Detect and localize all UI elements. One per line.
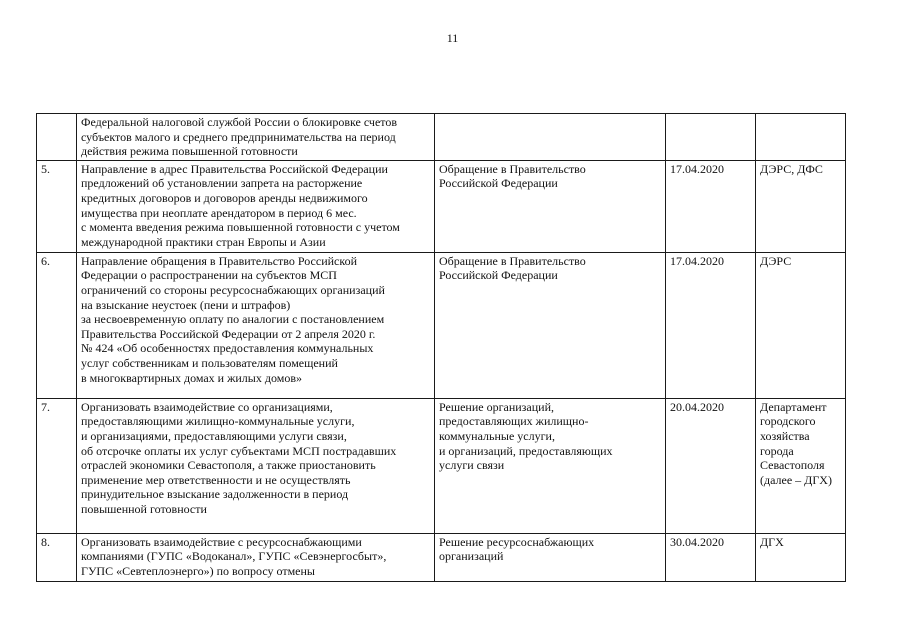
page-number: 11	[446, 31, 459, 45]
action-text: Направление обращения в Правительство Российской Федерации о распространении на субъектов МСП ограничений со стороны ресурсоснабжающих организаций на взыскание неустоек (пени и штрафов) за несвоевременную оплату по аналогии с постановлением Правительства Российской Федерации от 2 апреля 2020 г. № 424 «Об особенностях предоставления коммунальных услуг собственникам и пользователям помещений в многоквартирных домах и жилых домов»	[81, 253, 385, 385]
date-text: 17.04.2020	[670, 253, 724, 268]
row-number-cell	[37, 160, 77, 252]
row-number-cell	[37, 252, 77, 398]
row-number: 7.	[41, 399, 50, 414]
date-cell	[666, 533, 756, 581]
responsible-text: ДЭРС, ДФС	[760, 161, 823, 176]
result-cell	[435, 533, 666, 581]
responsible-cell	[756, 252, 846, 398]
responsible-cell	[756, 160, 846, 252]
row-number: 6.	[41, 253, 50, 268]
action-cell	[77, 114, 435, 161]
responsible-text: ДГХ	[760, 534, 784, 549]
responsible-cell	[756, 114, 846, 161]
action-cell	[77, 533, 435, 581]
action-cell	[77, 252, 435, 398]
result-text: Решение организаций, предоставляющих жилищно- коммунальные услуги, и организаций, предоставляющих услуги связи	[439, 399, 613, 473]
row-number-cell	[37, 533, 77, 581]
responsible-text: Департамент городского хозяйства города Севастополя (далее – ДГХ)	[760, 399, 832, 487]
table-row	[37, 398, 846, 533]
result-cell	[435, 160, 666, 252]
row-number: 5.	[41, 161, 50, 176]
table-row	[37, 160, 846, 252]
action-text: Федеральной налоговой службой России о блокировке счетов субъектов малого и среднего предпринимательства на период действия режима повышенной готовности	[81, 115, 398, 159]
action-text: Организовать взаимодействие с ресурсоснабжающими компаниями (ГУПС «Водоканал», ГУПС «Севэнергосбыт», ГУПС «Севтеплоэнерго») по вопросу отмены	[81, 534, 387, 578]
responsible-cell	[756, 533, 846, 581]
result-text: Обращение в Правительство Российской Федерации	[439, 161, 586, 191]
action-cell	[77, 398, 435, 533]
row-number-cell	[37, 114, 77, 161]
action-text: Организовать взаимодействие со организациями, предоставляющими жилищно-коммунальные услуги, и организациями, предоставляющими услуги связи, об отсрочке оплаты их услуг субъектами МСП пострадавших отраслей экономики Севастополя, а также приостановить применение мер ответственности и не осуществлять принудительное взыскание задолженности в период повышенной готовности	[81, 399, 397, 516]
result-cell	[435, 252, 666, 398]
responsible-cell	[756, 398, 846, 533]
date-text: 30.04.2020	[670, 534, 724, 549]
table-row	[37, 252, 846, 398]
date-text: 17.04.2020	[670, 161, 724, 176]
result-cell	[435, 398, 666, 533]
table-row	[37, 114, 846, 161]
table-row	[37, 533, 846, 581]
row-number: 8.	[41, 534, 50, 549]
date-cell	[666, 114, 756, 161]
responsible-text: ДЭРС	[760, 253, 792, 268]
date-text: 20.04.2020	[670, 399, 724, 414]
measures-table	[36, 113, 846, 582]
date-cell	[666, 160, 756, 252]
result-cell	[435, 114, 666, 161]
action-cell	[77, 160, 435, 252]
date-cell	[666, 398, 756, 533]
action-text: Направление в адрес Правительства Российской Федерации предложений об установлении запрета на расторжение кредитных договоров и договоров аренды недвижимого имущества при неоплате арендатором в период 6 мес. с момента введения режима повышенной готовности с учетом международной практики стран Европы и Азии	[81, 161, 400, 249]
date-cell	[666, 252, 756, 398]
result-text: Решение ресурсоснабжающих организаций	[439, 534, 595, 564]
row-number-cell	[37, 398, 77, 533]
result-text: Обращение в Правительство Российской Федерации	[439, 253, 586, 283]
